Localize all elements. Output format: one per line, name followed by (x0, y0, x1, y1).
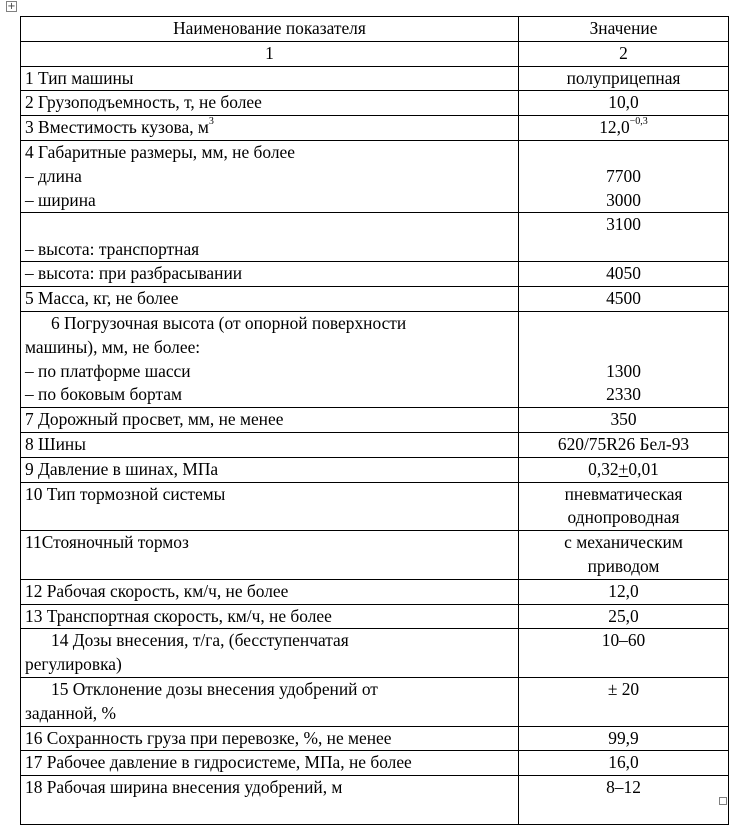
tolerance-superscript: −0,3 (629, 116, 648, 128)
row-label-text: 4 Габаритные размеры, мм, не более (25, 141, 295, 162)
row-label: – высота: транспортная (21, 213, 519, 262)
sub-label-sides: – по боковым бортам (25, 384, 182, 405)
row-value (519, 482, 729, 531)
header-value: Значение (519, 17, 729, 42)
row-label: 11Стояночный тормоз (21, 531, 519, 580)
table-row (21, 629, 729, 678)
row-value: ± 20 (519, 677, 729, 726)
table-row (21, 482, 729, 531)
table-row (21, 579, 729, 604)
row-value-line-1: пневматическая (564, 483, 683, 504)
row-label: 9 Давление в шинах, МПа (21, 457, 519, 482)
row-label: 18 Рабочая ширина внесения удобрений, м (21, 776, 519, 825)
table-row (21, 91, 729, 116)
table-row (21, 432, 729, 457)
row-label (21, 629, 519, 678)
row-value: 10–60 (519, 629, 729, 678)
row-value-line-1: с механическим (564, 532, 683, 553)
row-value: 3100 (519, 213, 729, 262)
sub-label-platform: – по платформе шасси (25, 360, 191, 381)
row-label: 10 Тип тормозной системы (21, 482, 519, 531)
row-label-line-1: 14 Дозы внесения, т/га, (бесступенчатая (51, 630, 349, 651)
row-label-line-2: заданной, % (25, 702, 116, 723)
row-label: 16 Сохранность груза при перевозке, %, не менее (21, 726, 519, 751)
specifications-table (20, 16, 729, 825)
table-row (21, 776, 729, 825)
table-row (21, 311, 729, 407)
table-row (21, 213, 729, 262)
row-value: полуприцепная (519, 66, 729, 91)
row-label: 7 Дорожный просвет, мм, не менее (21, 408, 519, 433)
row-value: 4500 (519, 287, 729, 312)
row-label: 5 Масса, кг, не более (21, 287, 519, 312)
row-label (21, 311, 519, 407)
row-label: 12 Рабочая скорость, км/ч, не более (21, 579, 519, 604)
table-move-handle-icon[interactable]: + (7, 1, 16, 12)
header-indicator-name: Наименование показателя (21, 17, 519, 42)
row-value: 25,0 (519, 604, 729, 629)
row-label-text: 3 Вместимость кузова, м (25, 117, 209, 138)
row-label: 2 Грузоподъемность, т, не более (21, 91, 519, 116)
row-value: 350 (519, 408, 729, 433)
row-value: 620/75R26 Бел-93 (519, 432, 729, 457)
table-row (21, 66, 729, 91)
row-value: 8–12 (519, 776, 729, 825)
row-value: 12,0 (519, 579, 729, 604)
table-row (21, 408, 729, 433)
row-value-tolerance: 0,01 (628, 458, 659, 479)
table-row (21, 604, 729, 629)
row-value: 16,0 (519, 751, 729, 776)
table-row (21, 726, 729, 751)
row-value: 10,0 (519, 91, 729, 116)
row-value (519, 311, 729, 407)
table-row (21, 262, 729, 287)
table-row (21, 287, 729, 312)
table-row (21, 457, 729, 482)
plus-minus-sign: + (618, 458, 629, 479)
sub-label-width: – ширина (25, 189, 96, 210)
row-label (21, 140, 519, 212)
sub-value-width: 3000 (606, 189, 641, 210)
row-label: – высота: при разбрасывании (21, 262, 519, 287)
row-label: 17 Рабочее давление в гидросистеме, МПа, не более (21, 751, 519, 776)
table-resize-handle[interactable] (719, 797, 727, 805)
row-value: 4050 (519, 262, 729, 287)
row-label: 13 Транспортная скорость, км/ч, не более (21, 604, 519, 629)
column-number-2: 2 (519, 41, 729, 66)
table-row (21, 140, 729, 212)
table-header-row (21, 17, 729, 42)
row-value: 99,9 (519, 726, 729, 751)
sub-value-length: 7700 (606, 165, 641, 186)
row-label: 1 Тип машины (21, 66, 519, 91)
row-value-text: 12,0 (599, 117, 630, 138)
sub-value-sides: 2330 (606, 384, 641, 405)
row-value-main: 0,32 (588, 458, 619, 479)
row-label-line-2: машины), мм, не более: (25, 336, 201, 357)
row-label-line-1: 15 Отклонение дозы внесения удобрений от (51, 678, 378, 699)
row-value (519, 140, 729, 212)
table-row (21, 751, 729, 776)
table-row (21, 677, 729, 726)
row-value-line-2: однопроводная (567, 507, 680, 528)
sub-label-length: – длина (25, 165, 82, 186)
row-label-line-2: регулировка) (25, 654, 122, 675)
row-label (21, 116, 519, 141)
row-label-line-1: 6 Погрузочная высота (от опорной поверхности (51, 312, 407, 333)
row-label: 8 Шины (21, 432, 519, 457)
row-label (21, 677, 519, 726)
row-value (519, 457, 729, 482)
table-row (21, 531, 729, 580)
table-column-number-row (21, 41, 729, 66)
unit-superscript: 3 (208, 116, 214, 128)
sub-value-platform: 1300 (606, 360, 641, 381)
row-value-line-2: приводом (587, 555, 660, 576)
table-row (21, 116, 729, 141)
row-value (519, 116, 729, 141)
column-number-1: 1 (21, 41, 519, 66)
row-value (519, 531, 729, 580)
